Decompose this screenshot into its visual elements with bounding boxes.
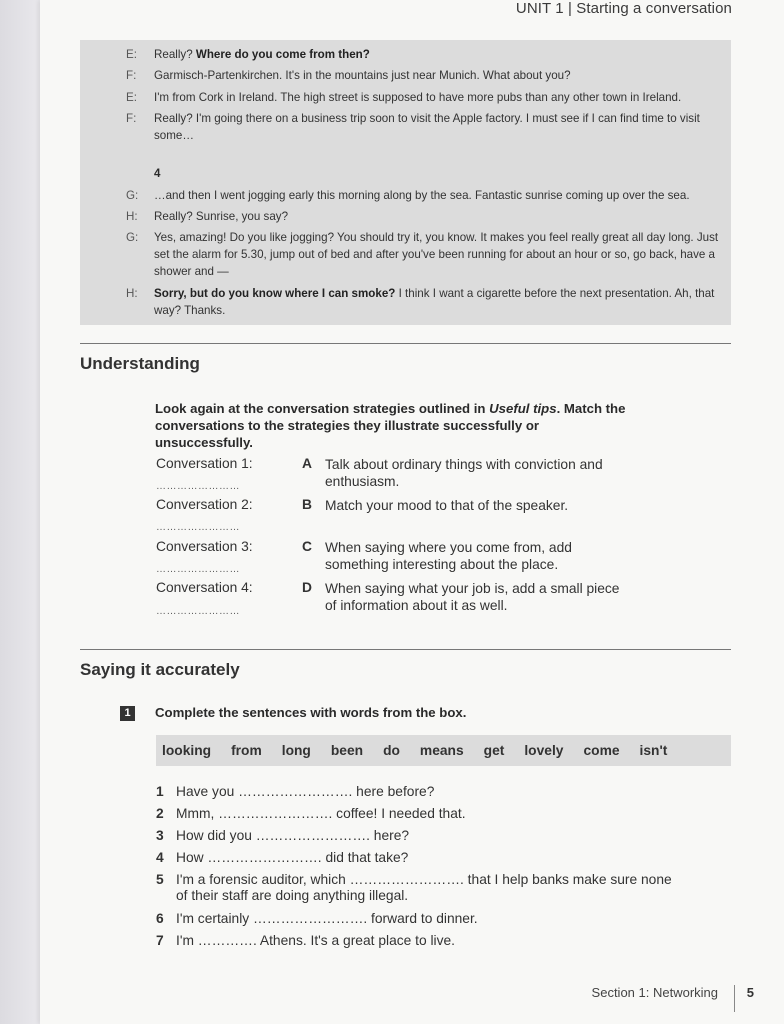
word-item: come <box>583 743 620 758</box>
section-divider <box>80 343 731 344</box>
sentence-number: 3 <box>156 828 164 843</box>
section-title-understanding: Understanding <box>80 354 200 373</box>
dialogue-text: Yes, amazing! Do you like jogging? You should try it, you know. It makes you feel really great all day long. Just set the alarm for 5.30, jump out of bed and after you've been running for about an hour or so, go back, have a shower and — <box>154 231 719 278</box>
speaker-label: H: <box>126 210 138 223</box>
dialogue-text: I'm from Cork in Ireland. The high street is supposed to have more pubs than any other town in Ireland. <box>154 91 682 104</box>
footer-section-name: Section 1: Networking <box>591 985 718 1000</box>
section-divider <box>80 649 731 650</box>
conversation-label: Conversation 2: <box>156 497 253 512</box>
word-item: long <box>281 743 311 758</box>
dialogue-bold: Sorry, but do you know where I can smoke? <box>154 287 396 300</box>
instr-text: . Match the conversations to the strategies they illustrate successfully or unsuccessfully. <box>155 401 626 450</box>
word-item: isn't <box>639 743 668 758</box>
sentence-text[interactable]: I'm certainly ……………………. forward to dinner. <box>176 911 478 926</box>
sentence-text[interactable]: Have you ……………………. here before? <box>176 784 435 799</box>
speaker-label: F: <box>126 69 137 82</box>
answer-blank[interactable]: …………………… <box>156 564 240 575</box>
sentence-number: 4 <box>156 850 164 865</box>
strategy-text: Talk about ordinary things with conviction and enthusiasm. <box>325 457 603 489</box>
page-number: 5 <box>746 985 754 1000</box>
word-item: been <box>330 743 364 758</box>
conversation-label: Conversation 3: <box>156 539 253 554</box>
strategy-text: Match your mood to that of the speaker. <box>325 498 569 513</box>
strategy-letter: D <box>302 580 312 595</box>
word-item: looking <box>162 743 212 758</box>
strategy-text: When saying what your job is, add a small piece of information about it as well. <box>325 581 620 613</box>
dialogue-text: Really? I'm going there on a business trip soon to visit the Apple factory. I must see if I can find time to visit some… <box>154 112 700 142</box>
sentence-number: 7 <box>156 933 164 948</box>
dialogue-plain: Really? <box>154 48 196 61</box>
speaker-label: G: <box>126 189 139 202</box>
instr-text: Look again at the conversation strategies outlined in <box>155 401 490 416</box>
word-item: do <box>383 743 400 758</box>
speaker-label: F: <box>126 112 137 125</box>
speaker-label: G: <box>126 231 139 244</box>
unit-header: UNIT 1 | Starting a conversation <box>515 0 732 17</box>
sentence-text[interactable]: I'm …………. Athens. It's a great place to live. <box>176 933 456 948</box>
sentence-text[interactable]: How did you ……………………. here? <box>176 828 410 843</box>
sentence-text[interactable]: I'm a forensic auditor, which ……………………. that I help banks make sure none of their staff are doing anything illegal. <box>176 872 672 903</box>
sentence-number: 1 <box>156 784 164 799</box>
sentence-number: 6 <box>156 911 164 926</box>
speaker-label: E: <box>126 91 137 104</box>
speaker-label: E: <box>126 48 137 61</box>
answer-blank[interactable]: …………………… <box>156 481 240 492</box>
dialogue-text: Really? Sunrise, you say? <box>154 210 289 223</box>
answer-blank[interactable]: …………………… <box>156 606 240 617</box>
sentence-text[interactable]: How ……………………. did that take? <box>176 850 409 865</box>
dialogue-box <box>80 40 731 325</box>
conversation-label: Conversation 1: <box>156 456 253 471</box>
word-item: get <box>483 743 505 758</box>
instr-italic: Useful tips <box>489 401 557 416</box>
answer-blank[interactable]: …………………… <box>156 522 240 533</box>
word-item: from <box>231 743 262 758</box>
word-item: lovely <box>524 743 564 758</box>
sentence-number: 5 <box>156 872 164 887</box>
strategy-letter: A <box>302 456 312 471</box>
strategy-letter: C <box>302 539 312 554</box>
strategy-letter: B <box>302 497 312 512</box>
conversation-label: Conversation 4: <box>156 580 253 595</box>
speaker-label: H: <box>126 287 138 300</box>
dialogue-text <box>154 285 724 319</box>
understanding-instructions <box>155 400 635 451</box>
sentence-number: 2 <box>156 806 164 821</box>
conversation-number: 4 <box>154 167 161 180</box>
exercise-number-badge: 1 <box>120 706 135 721</box>
exercise-instruction: Complete the sentences with words from the box. <box>155 705 467 720</box>
word-box <box>156 735 731 766</box>
word-item: means <box>419 743 464 758</box>
dialogue-text: Garmisch-Partenkirchen. It's in the mountains just near Munich. What about you? <box>154 69 571 82</box>
dialogue-text <box>154 46 724 63</box>
strategy-text: When saying where you come from, add something interesting about the place. <box>325 540 572 572</box>
dialogue-text: …and then I went jogging early this morning along by the sea. Fantastic sunrise coming up over the sea. <box>154 189 690 202</box>
sentence-text[interactable]: Mmm, ……………………. coffee! I needed that. <box>176 806 466 821</box>
dialogue-plain: I think I want a cigarette before the next presentation. Ah, that way? Thanks. <box>154 287 715 317</box>
section-title-accuracy: Saying it accurately <box>80 660 240 679</box>
footer-divider <box>734 985 735 1012</box>
dialogue-bold: Where do you come from then? <box>195 48 370 61</box>
